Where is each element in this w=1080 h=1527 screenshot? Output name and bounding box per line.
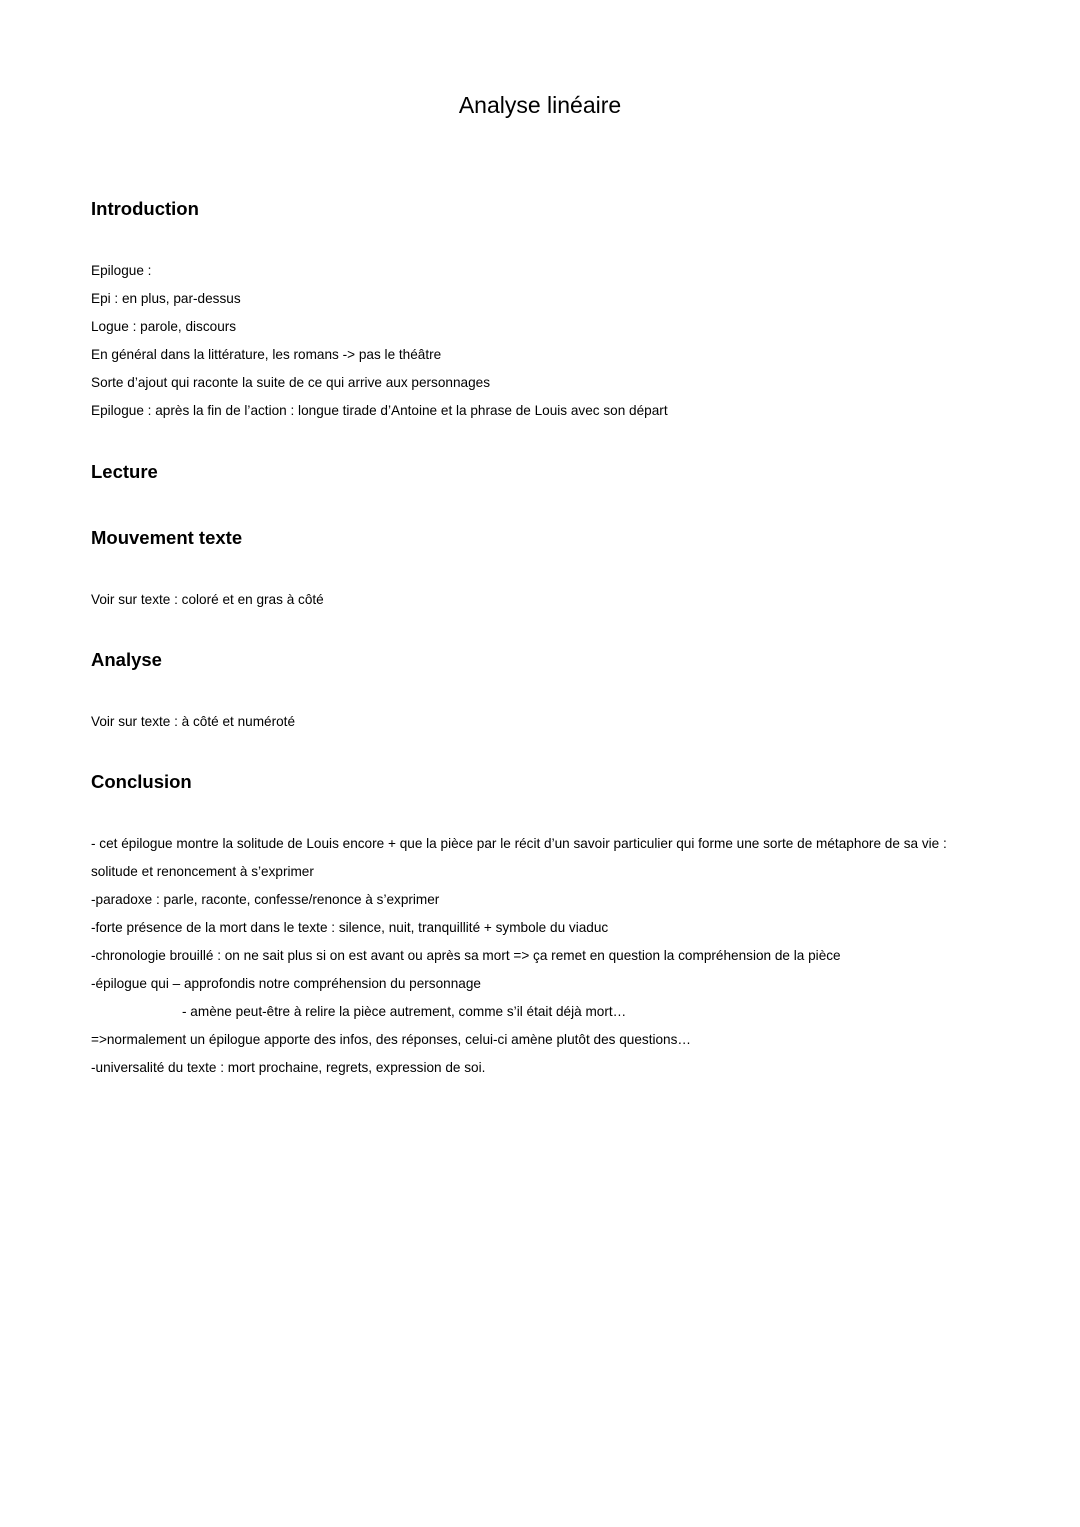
- section-heading-lecture: Lecture: [91, 461, 158, 482]
- conclusion-line: solitude et renoncement à s’exprimer: [91, 864, 314, 879]
- intro-line: Logue : parole, discours: [91, 319, 237, 334]
- analyse-line: Voir sur texte : à côté et numéroté: [91, 714, 296, 729]
- mouvement-line: Voir sur texte : coloré et en gras à côté: [91, 592, 324, 607]
- conclusion-line-indented: - amène peut-être à relire la pièce autrement, comme s’il était déjà mort…: [182, 1004, 627, 1019]
- intro-line: Sorte d’ajout qui raconte la suite de ce qui arrive aux personnages: [91, 375, 490, 390]
- conclusion-line: -paradoxe : parle, raconte, confesse/renonce à s’exprimer: [91, 892, 440, 907]
- conclusion-line: -chronologie brouillé : on ne sait plus si on est avant ou après sa mort => ça remet en question la compréhension de la pièce: [91, 948, 841, 963]
- intro-line: Epilogue : après la fin de l’action : longue tirade d’Antoine et la phrase de Louis avec son départ: [91, 403, 668, 418]
- conclusion-line: -forte présence de la mort dans le texte : silence, nuit, tranquillité + symbole du viaduc: [91, 920, 609, 935]
- section-heading-mouvement: Mouvement texte: [91, 527, 243, 548]
- intro-line: Epilogue :: [91, 263, 152, 278]
- page-title: Analyse linéaire: [458, 92, 622, 118]
- section-heading-analyse: Analyse: [91, 649, 162, 670]
- intro-line: Epi : en plus, par-dessus: [91, 291, 241, 306]
- conclusion-line: -universalité du texte : mort prochaine, regrets, expression de soi.: [91, 1060, 486, 1075]
- conclusion-line: =>normalement un épilogue apporte des infos, des réponses, celui-ci amène plutôt des questions…: [91, 1032, 692, 1047]
- conclusion-line: - cet épilogue montre la solitude de Louis encore + que la pièce par le récit d’un savoir particulier qui forme une sorte de métaphore de sa vie :: [91, 836, 947, 851]
- intro-line: En général dans la littérature, les romans -> pas le théâtre: [91, 347, 442, 362]
- conclusion-line: -épilogue qui – approfondis notre compréhension du personnage: [91, 976, 481, 991]
- section-heading-conclusion: Conclusion: [91, 771, 192, 792]
- section-heading-introduction: Introduction: [91, 198, 199, 219]
